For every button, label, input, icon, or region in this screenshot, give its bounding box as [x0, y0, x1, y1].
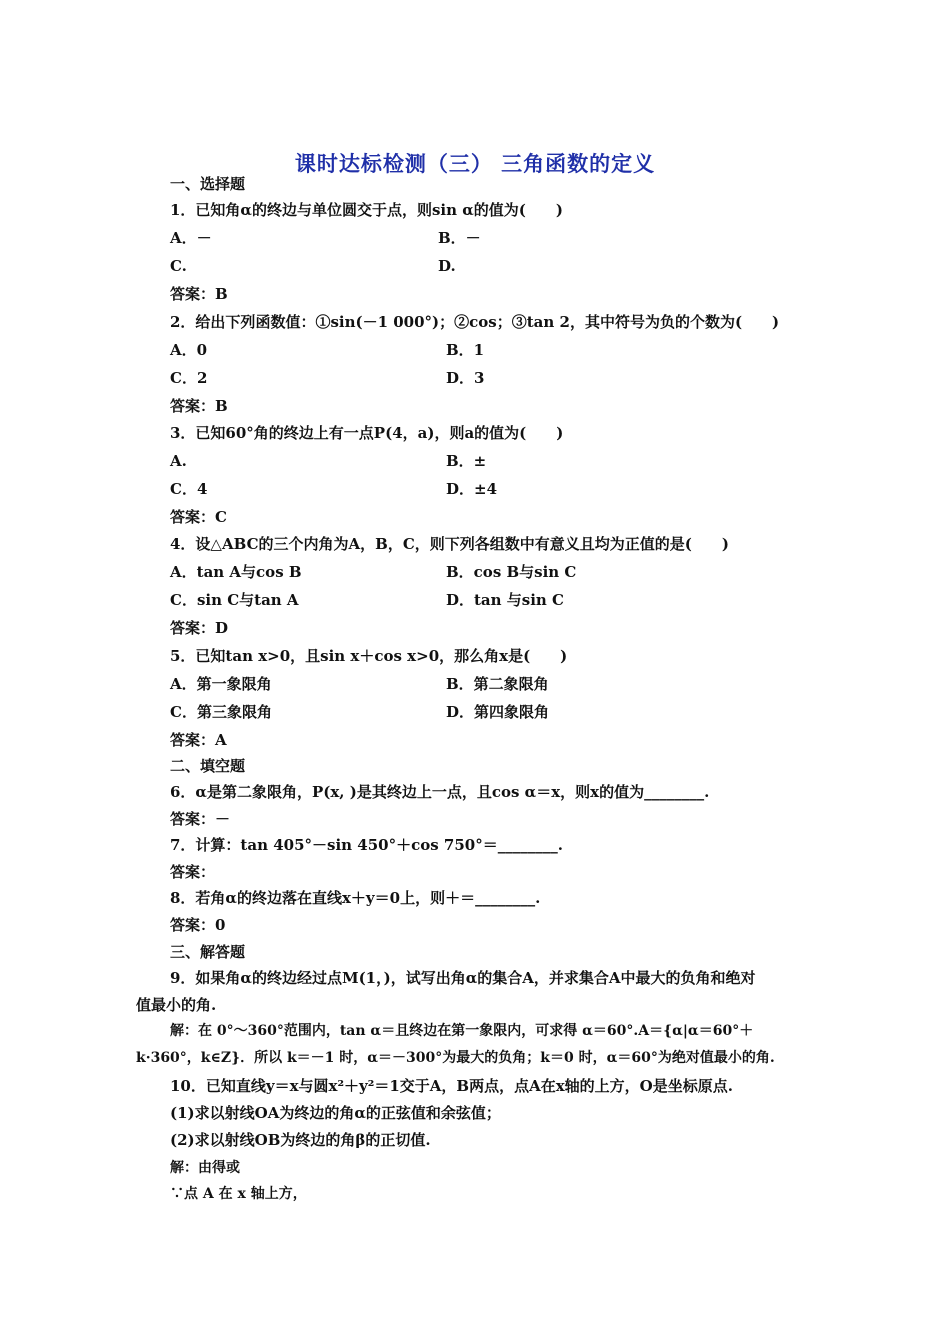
- question-10-part-2: (2)求以射线OB为终边的角β的正切值.: [170, 1131, 431, 1149]
- question-8-answer: 答案：0: [170, 916, 226, 934]
- question-7-stem: 7．计算：tan 405°－sin 450°＋cos 750°＝________.: [170, 836, 563, 854]
- question-2-stem: 2．给出下列函数值：①sin(－1 000°)；②cos；③tan 2，其中符号为负的个数为( ): [170, 313, 780, 331]
- question-4-stem: 4．设△ABC的三个内角为A，B，C，则下列各组数中有意义且均为正值的是( ): [170, 535, 729, 553]
- question-2-option-a: A．0: [170, 341, 208, 359]
- question-3-option-d: D．±4: [446, 480, 498, 498]
- question-5-answer: 答案：A: [170, 731, 227, 749]
- question-3-stem: 3．已知60°角的终边上有一点P(4，a)，则a的值为( ): [170, 424, 564, 442]
- question-4-option-b: B．cos B与sin C: [446, 563, 577, 581]
- question-2-option-b: B．1: [446, 341, 485, 359]
- question-1-option-a: A．－: [170, 229, 212, 247]
- question-10-solution-line1: 解：由得或: [170, 1160, 240, 1176]
- question-10-solution-line2: ∵点 A 在 x 轴上方，: [170, 1186, 307, 1202]
- question-4-option-a: A．tan A与cos B: [170, 563, 302, 581]
- question-3-answer: 答案：C: [170, 508, 227, 526]
- question-9-solution-line2: k·360°，k∈Z}．所以 k＝－1 时，α＝－300°为最大的负角；k＝0 时，α＝60°为绝对值最小的角.: [136, 1050, 775, 1066]
- question-8-stem: 8．若角α的终边落在直线x＋y＝0上，则＋＝________.: [170, 889, 541, 907]
- question-1-answer: 答案：B: [170, 285, 228, 303]
- question-9-stem-line2: 值最小的角.: [136, 996, 217, 1014]
- question-3-option-b: B．±: [446, 452, 487, 470]
- question-9-solution-line1: 解：在 0°～360°范围内，tan α＝且终边在第一象限内，可求得 α＝60°.A＝{α|α＝60°＋: [170, 1023, 754, 1039]
- question-5-stem: 5．已知tan x>0，且sin x＋cos x>0，那么角x是( ): [170, 647, 568, 665]
- question-5-option-d: D．第四象限角: [446, 703, 550, 721]
- question-1-option-c: C.: [170, 257, 187, 275]
- question-1-stem: 1．已知角α的终边与单位圆交于点，则sin α的值为( ): [170, 201, 563, 219]
- question-7-answer: 答案：: [170, 863, 216, 881]
- section-heading-fill: 二、填空题: [170, 757, 246, 775]
- question-4-answer: 答案：D: [170, 619, 229, 637]
- question-5-option-a: A．第一象限角: [170, 675, 272, 693]
- section-heading-solve: 三、解答题: [170, 943, 246, 961]
- question-4-option-d: D．tan 与sin C: [446, 591, 564, 609]
- question-6-answer: 答案：－: [170, 810, 231, 828]
- question-2-answer: 答案：B: [170, 397, 228, 415]
- section-heading-choice: 一、选择题: [170, 175, 246, 193]
- question-10-part-1: (1)求以射线OA为终边的角α的正弦值和余弦值；: [170, 1104, 501, 1122]
- question-6-stem: 6．α是第二象限角，P(x, )是其终边上一点，且cos α＝x，则x的值为________.: [170, 783, 710, 801]
- question-5-option-b: B．第二象限角: [446, 675, 549, 693]
- question-5-option-c: C．第三象限角: [170, 703, 272, 721]
- question-3-option-a: A.: [170, 452, 187, 470]
- question-9-stem-line1: 9．如果角α的终边经过点M(1，)，试写出角α的集合A，并求集合A中最大的负角和绝对: [170, 969, 756, 987]
- question-1-option-d: D.: [438, 257, 456, 275]
- question-2-option-d: D．3: [446, 369, 485, 387]
- question-3-option-c: C．4: [170, 480, 208, 498]
- page-title: 课时达标检测（三） 三角函数的定义: [294, 151, 656, 176]
- question-1-option-b: B．－: [438, 229, 481, 247]
- question-4-option-c: C．sin C与tan A: [170, 591, 299, 609]
- question-10-stem: 10．已知直线y＝x与圆x²＋y²＝1交于A，B两点，点A在x轴的上方，O是坐标原点.: [170, 1077, 733, 1095]
- question-2-option-c: C．2: [170, 369, 208, 387]
